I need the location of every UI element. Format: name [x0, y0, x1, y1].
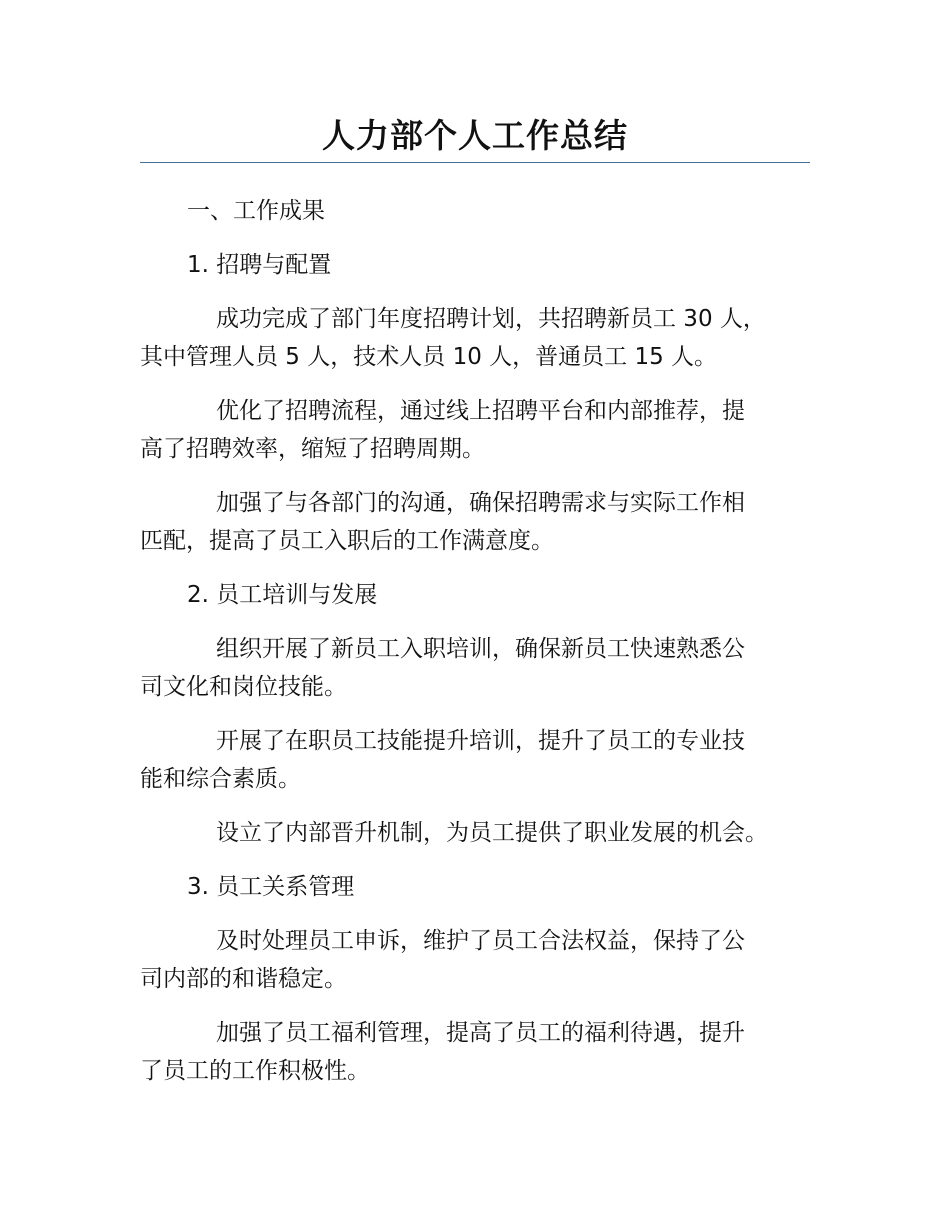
section-heading: 一、工作成果: [187, 198, 325, 224]
paragraph-line: 能和综合素质。: [140, 766, 301, 792]
paragraph-line: 司文化和岗位技能。: [140, 674, 347, 700]
paragraph-line: 司内部的和谐稳定。: [140, 966, 347, 992]
paragraph-line: 设立了内部晋升机制，为员工提供了职业发展的机会。: [216, 820, 768, 846]
paragraph-line: 匹配，提高了员工入职后的工作满意度。: [140, 528, 554, 554]
subsection-heading-training: 2. 员工培训与发展: [187, 582, 378, 608]
paragraph: [140, 630, 810, 706]
paragraph-line: 加强了员工福利管理，提高了员工的福利待遇，提升: [216, 1020, 745, 1046]
subsection-heading-recruitment: 1. 招聘与配置: [187, 252, 332, 278]
paragraph-line: 优化了招聘流程，通过线上招聘平台和内部推荐，提: [216, 398, 745, 424]
paragraph-line: 组织开展了新员工入职培训，确保新员工快速熟悉公: [216, 636, 745, 662]
paragraph-line: 了员工的工作积极性。: [140, 1058, 370, 1084]
paragraph: [140, 722, 810, 798]
title-underline: [140, 162, 810, 163]
paragraph-line: 加强了与各部门的沟通，确保招聘需求与实际工作相: [216, 490, 745, 516]
paragraph: [140, 922, 810, 998]
paragraph-line: 高了招聘效率，缩短了招聘周期。: [140, 436, 485, 462]
subsection-heading-relations: 3. 员工关系管理: [187, 874, 355, 900]
paragraph: [140, 392, 810, 468]
paragraph-line: 其中管理人员 5 人，技术人员 10 人，普通员工 15 人。: [140, 344, 718, 370]
paragraph-line: 及时处理员工申诉，维护了员工合法权益，保持了公: [216, 928, 745, 954]
paragraph: [140, 300, 810, 376]
paragraph: [140, 1014, 810, 1090]
document-title: 人力部个人工作总结: [322, 116, 628, 155]
paragraph-line: 成功完成了部门年度招聘计划，共招聘新员工 30 人，: [216, 306, 766, 332]
paragraph: [140, 484, 810, 560]
document-body: [140, 192, 810, 1106]
paragraph-line: 开展了在职员工技能提升培训，提升了员工的专业技: [216, 728, 745, 754]
